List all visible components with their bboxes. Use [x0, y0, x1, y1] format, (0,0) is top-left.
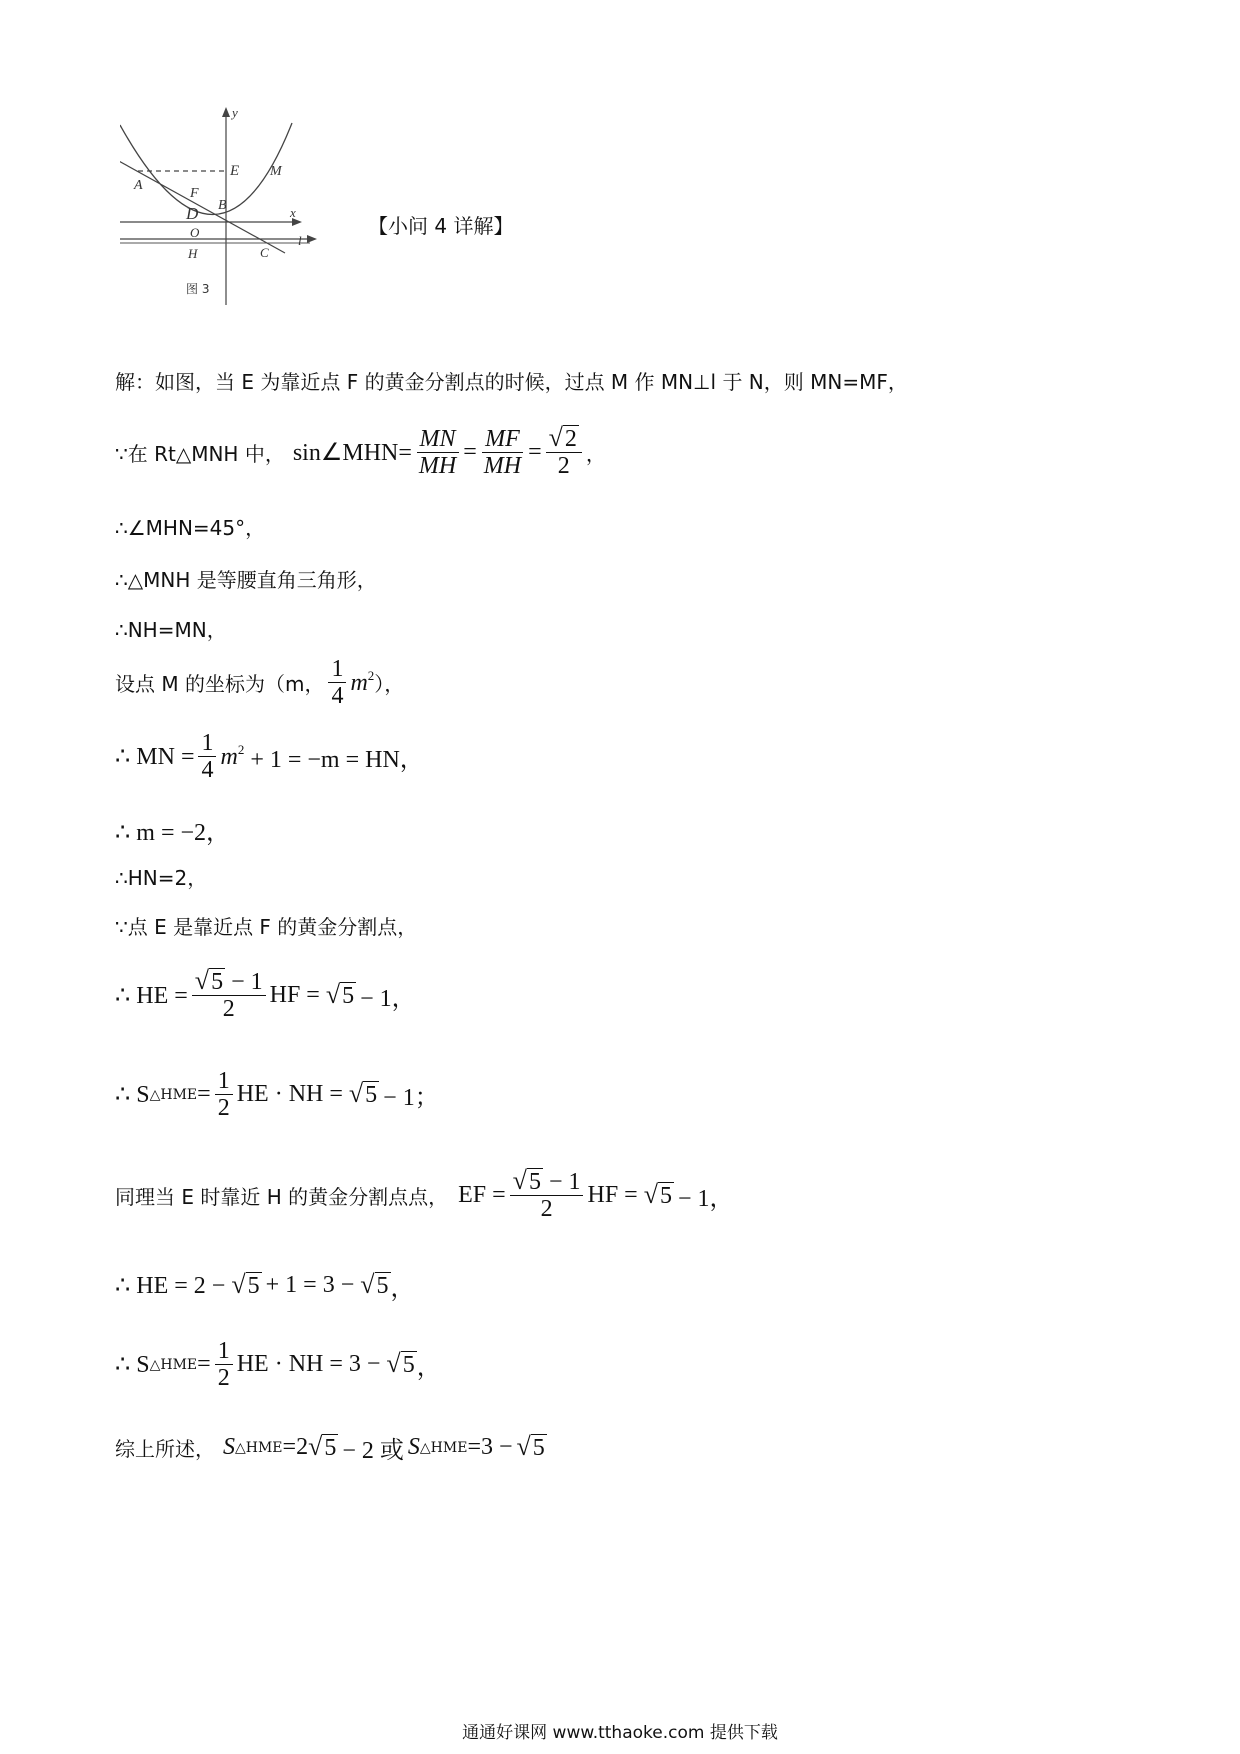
label-o: O [190, 225, 200, 240]
sin-expr: sin∠MHN= [292, 439, 412, 466]
line-2 [115, 425, 606, 480]
label-f: F [190, 186, 199, 201]
fraction-sqrt2-2: √ 2 2 [546, 425, 582, 480]
label-x: x [290, 205, 296, 220]
fraction-1-4b: $\frac{1}{4}$ [198, 730, 216, 784]
geometry-diagram [120, 105, 350, 335]
line-13: 同理当 E 时靠近 H 的黄金分割点点， EF = √ 5 − 1 2 HF = √ 5 − 1， [115, 1166, 734, 1223]
label-h: H [188, 246, 198, 261]
label-y: y [232, 105, 238, 120]
figure-3 [120, 105, 350, 335]
fraction-golden-2: √ 5 − 1 2 [510, 1168, 584, 1223]
label-e: E [230, 163, 240, 179]
y-axis-arrow [222, 107, 230, 117]
solution-intro: 解：如图，当 E 为靠近点 F 的黄金分割点的时候，过点 M 作 MN⊥l 于 N，则 MN=MF， [115, 370, 908, 394]
line-10: ∵点 E 是靠近点 F 的黄金分割点， [115, 915, 418, 939]
line-16: 综上所述， S △HME =2 √ 5 − 2 或 S △HME =3 − √ 5 [115, 1431, 545, 1464]
line-7: ∴ MN = $\frac{1}{4}$ $m^2$ + 1 = −m = HN， [115, 730, 424, 784]
parabola-m [120, 123, 292, 215]
label-m: M [270, 164, 282, 179]
figure-caption: 图 3 [186, 282, 210, 296]
label-l: l [298, 233, 302, 248]
fraction-mf-mh: $\frac{MF}{MH}$ [483, 425, 522, 479]
line-1 [115, 366, 908, 395]
line-11: ∴ HE = √ 5 − 1 2 HF = √ 5 − 1， [115, 966, 416, 1023]
line-2-prefix: ∵在 Rt△MNH 中， [115, 441, 285, 466]
fraction-mn-mh: $\frac{MN}{MH}$ [416, 426, 459, 480]
section-heading: 【小问 4 详解】 [368, 214, 514, 238]
equals-2: = [528, 438, 542, 465]
fraction-1-2: $\frac{1}{2}$ [215, 1068, 233, 1122]
label-b: B [218, 198, 227, 213]
label-d: D [186, 204, 199, 223]
line-l-arrow [307, 235, 317, 243]
line-6: 设点 M 的坐标为（m， $\frac{1}{4}$ $m^2$ ）， [115, 656, 405, 710]
fraction-1-4: $\frac{1}{4}$ [328, 656, 346, 710]
equals: = [463, 438, 477, 465]
label-a: A [134, 178, 143, 193]
line-5: ∴NH=MN， [115, 618, 227, 642]
line-15: ∴ S △HME = $\frac{1}{2}$ HE · NH = 3 − √ 5 ， [115, 1338, 441, 1392]
fraction-1-2b: $\frac{1}{2}$ [215, 1338, 233, 1392]
line-2-end: ， [585, 441, 606, 466]
fraction-golden: √ 5 − 1 2 [192, 968, 266, 1023]
line-9: ∴HN=2， [115, 866, 208, 890]
line-4: ∴△MNH 是等腰直角三角形， [115, 568, 377, 592]
footer: 通通好课网 www.tthaoke.com 提供下载 [462, 1723, 778, 1743]
line-14: ∴ HE = 2 − √ 5 + 1 = 3 − √ 5 ， [115, 1269, 415, 1302]
label-c: C [260, 245, 269, 260]
line-8: ∴ m = −2， [115, 820, 231, 846]
line-3: ∴∠MHN=45°， [115, 516, 266, 540]
line-12: ∴ S △HME = $\frac{1}{2}$ HE · NH = √ 5 − 1； [115, 1068, 439, 1122]
